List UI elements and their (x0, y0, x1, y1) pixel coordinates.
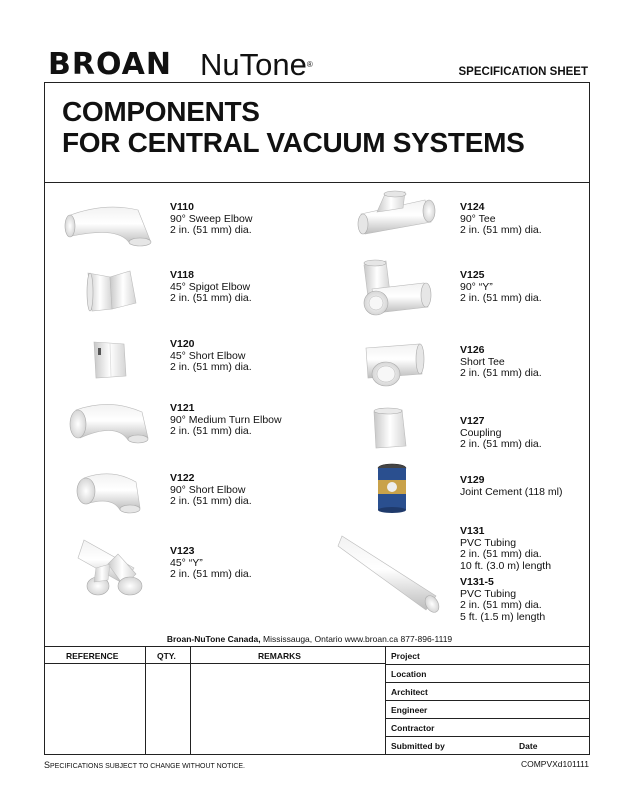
field-project[interactable]: Project (391, 651, 420, 661)
product-v129: V129 Joint Cement (118 ml) (460, 474, 563, 498)
table-top-line (44, 646, 590, 647)
company-address: Broan-NuTone Canada, Mississauga, Ontario www.broan.ca 877-896-1119 (166, 634, 453, 644)
page-title: COMPONENTS FOR CENTRAL VACUUM SYSTEMS (62, 96, 525, 158)
field-contractor[interactable]: Contractor (391, 723, 435, 733)
header-remarks: REMARKS (258, 651, 301, 661)
field-line-1 (385, 664, 590, 665)
joint-cement-can-image (372, 462, 412, 516)
field-architect[interactable]: Architect (391, 687, 428, 697)
short-elbow-45-image (90, 336, 130, 382)
tee-90-image (355, 190, 437, 242)
product-v120: V120 45° Short Elbow 2 in. (51 mm) dia. (170, 338, 252, 374)
product-v118: V118 45° Spigot Elbow 2 in. (51 mm) dia. (170, 269, 252, 305)
field-engineer[interactable]: Engineer (391, 705, 428, 715)
field-line-5 (385, 736, 590, 737)
product-v123: V123 45° “Y” 2 in. (51 mm) dia. (170, 545, 252, 581)
field-location[interactable]: Location (391, 669, 427, 679)
y-90-image (356, 259, 436, 319)
sweep-elbow-image (64, 196, 152, 248)
header-divider (44, 182, 590, 183)
product-v131: V131 PVC Tubing 2 in. (51 mm) dia. 10 ft. (3.0 m) length (460, 525, 552, 572)
product-v121: V121 90° Medium Turn Elbow 2 in. (51 mm) dia. (170, 402, 282, 438)
field-line-3 (385, 700, 590, 701)
product-v122: V122 90° Short Elbow 2 in. (51 mm) dia. (170, 472, 252, 508)
pvc-tubing-image (336, 530, 448, 616)
product-v131-5: V131-5 PVC Tubing 2 in. (51 mm) dia. 5 ft. (1.5 m) length (460, 576, 546, 623)
product-v127: V127 Coupling 2 in. (51 mm) dia. (460, 415, 542, 451)
field-submitted-by[interactable]: Submitted by (391, 741, 445, 751)
field-line-4 (385, 718, 590, 719)
spec-change-notice: SPECIFICATIONS SUBJECT TO CHANGE WITHOUT NOTICE. (44, 760, 245, 770)
field-date[interactable]: Date (519, 741, 538, 751)
product-v124: V124 90° Tee 2 in. (51 mm) dia. (460, 201, 542, 237)
header-reference: REFERENCE (66, 651, 119, 661)
col-divider-1 (145, 646, 146, 755)
spigot-elbow-image (82, 265, 140, 317)
col-divider-2 (190, 646, 191, 755)
coupling-image (368, 406, 412, 454)
field-line-2 (385, 682, 590, 683)
spec-sheet-label: SPECIFICATION SHEET (458, 66, 588, 78)
table-header-line (44, 663, 385, 664)
short-tee-image (360, 338, 426, 390)
product-v110: V110 90° Sweep Elbow 2 in. (51 mm) dia. (170, 201, 253, 237)
header-qty: QTY. (157, 651, 176, 661)
broan-logo: BROAN (48, 47, 172, 82)
short-elbow-90-image (70, 466, 150, 516)
product-v126: V126 Short Tee 2 in. (51 mm) dia. (460, 344, 542, 380)
nutone-logo: NuTone® (200, 47, 313, 82)
product-v125: V125 90° “Y” 2 in. (51 mm) dia. (460, 269, 542, 305)
document-code: COMPVXd101111 (520, 759, 589, 769)
medium-turn-elbow-image (66, 398, 152, 448)
y-45-image (74, 534, 148, 600)
